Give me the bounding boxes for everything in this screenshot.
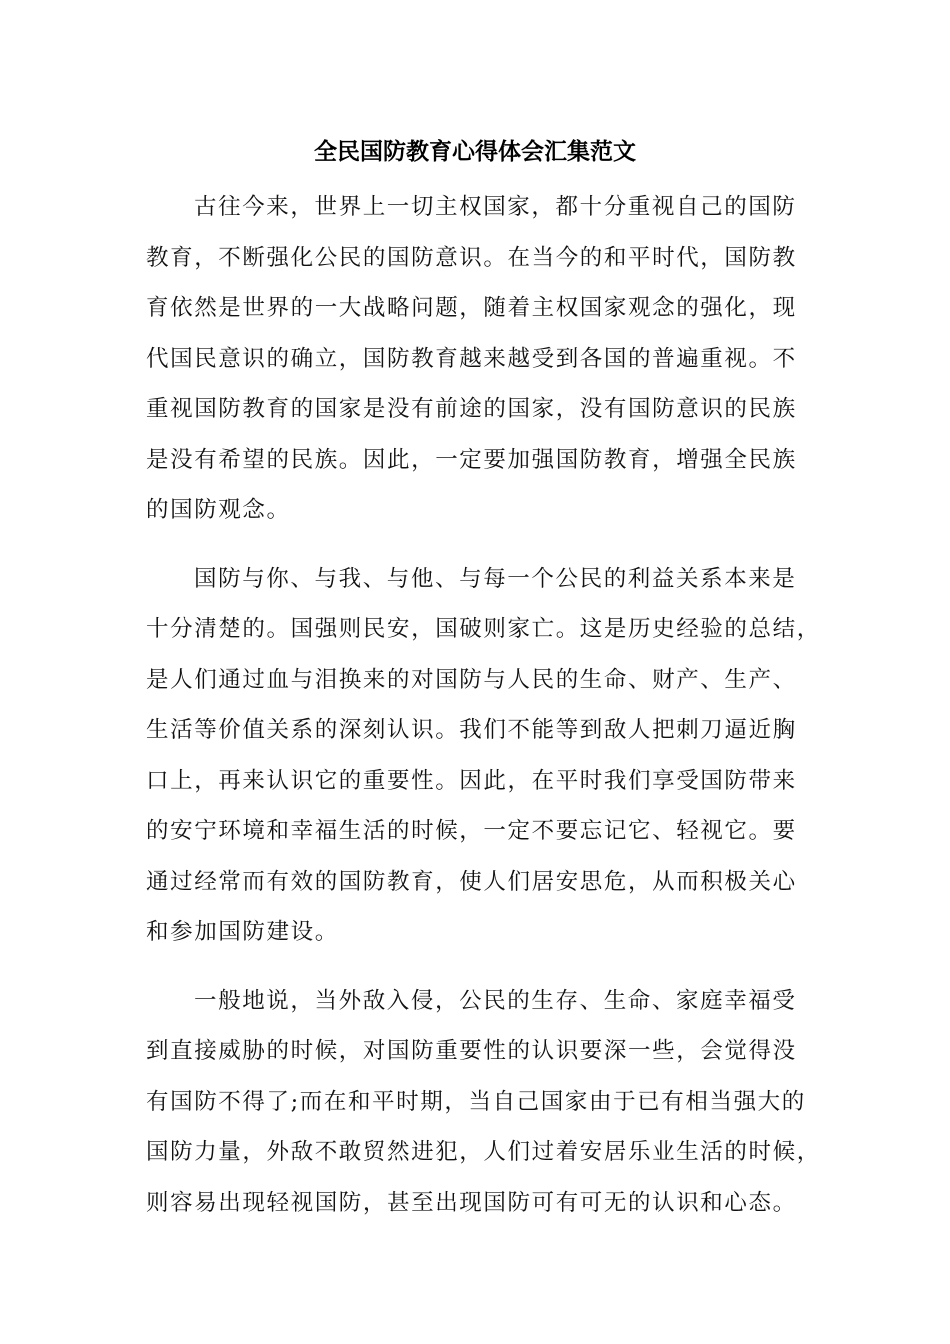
text-line: 和参加国防建设。 — [146, 919, 339, 945]
text-line: 到直接威胁的时候，对国防重要性的认识要深一些，会觉得没 — [146, 1038, 797, 1064]
text-line: 十分清楚的。国强则民安，国破则家亡。这是历史经验的总结， — [146, 616, 821, 642]
text-line: 代国民意识的确立，国防教育越来越受到各国的普遍重视。不 — [146, 345, 797, 372]
paragraph-3 — [146, 976, 821, 1229]
text-line: 重视国防教育的国家是没有前途的国家，没有国防意识的民族 — [146, 396, 797, 422]
document-body — [146, 182, 821, 1246]
text-line: 是人们通过血与泪换来的对国防与人民的生命、财产、生产、 — [146, 666, 797, 693]
text-line: 有国防不得了;而在和平时期，当自己国家由于已有相当强大的 — [146, 1088, 806, 1115]
text-line: 国防力量，外敌不敢贸然进犯，人们过着安居乐业生活的时候， — [146, 1139, 821, 1165]
text-line: 一般地说，当外敌入侵，公民的生存、生命、家庭幸福受 — [194, 987, 797, 1014]
paragraph-1 — [146, 182, 806, 536]
paragraph-2 — [146, 554, 821, 958]
text-line: 通过经常而有效的国防教育，使人们居安思危，从而积极关心 — [146, 868, 797, 895]
text-line: 教育，不断强化公民的国防意识。在当今的和平时代，国防教 — [146, 244, 797, 271]
text-line: 则容易出现轻视国防，甚至出现国防可有可无的认识和心态。 — [146, 1189, 797, 1216]
text-line: 古往今来，世界上一切主权国家，都十分重视自己的国防 — [194, 194, 797, 220]
text-line: 的国防观念。 — [146, 497, 291, 523]
text-line: 的安宁环境和幸福生活的时候，一定不要忘记它、轻视它。要 — [146, 818, 797, 844]
document-title: 全民国防教育心得体会汇集范文 — [314, 139, 636, 165]
text-line: 是没有希望的民族。因此，一定要加强国防教育，增强全民族 — [146, 446, 797, 473]
text-line: 生活等价值关系的深刻认识。我们不能等到敌人把刺刀逼近胸 — [146, 717, 797, 743]
text-line: 育依然是世界的一大战略问题，随着主权国家观念的强化，现 — [146, 295, 797, 321]
text-line: 口上，再来认识它的重要性。因此，在平时我们享受国防带来 — [146, 767, 797, 794]
text-line: 国防与你、与我、与他、与每一个公民的利益关系本来是 — [194, 565, 797, 592]
